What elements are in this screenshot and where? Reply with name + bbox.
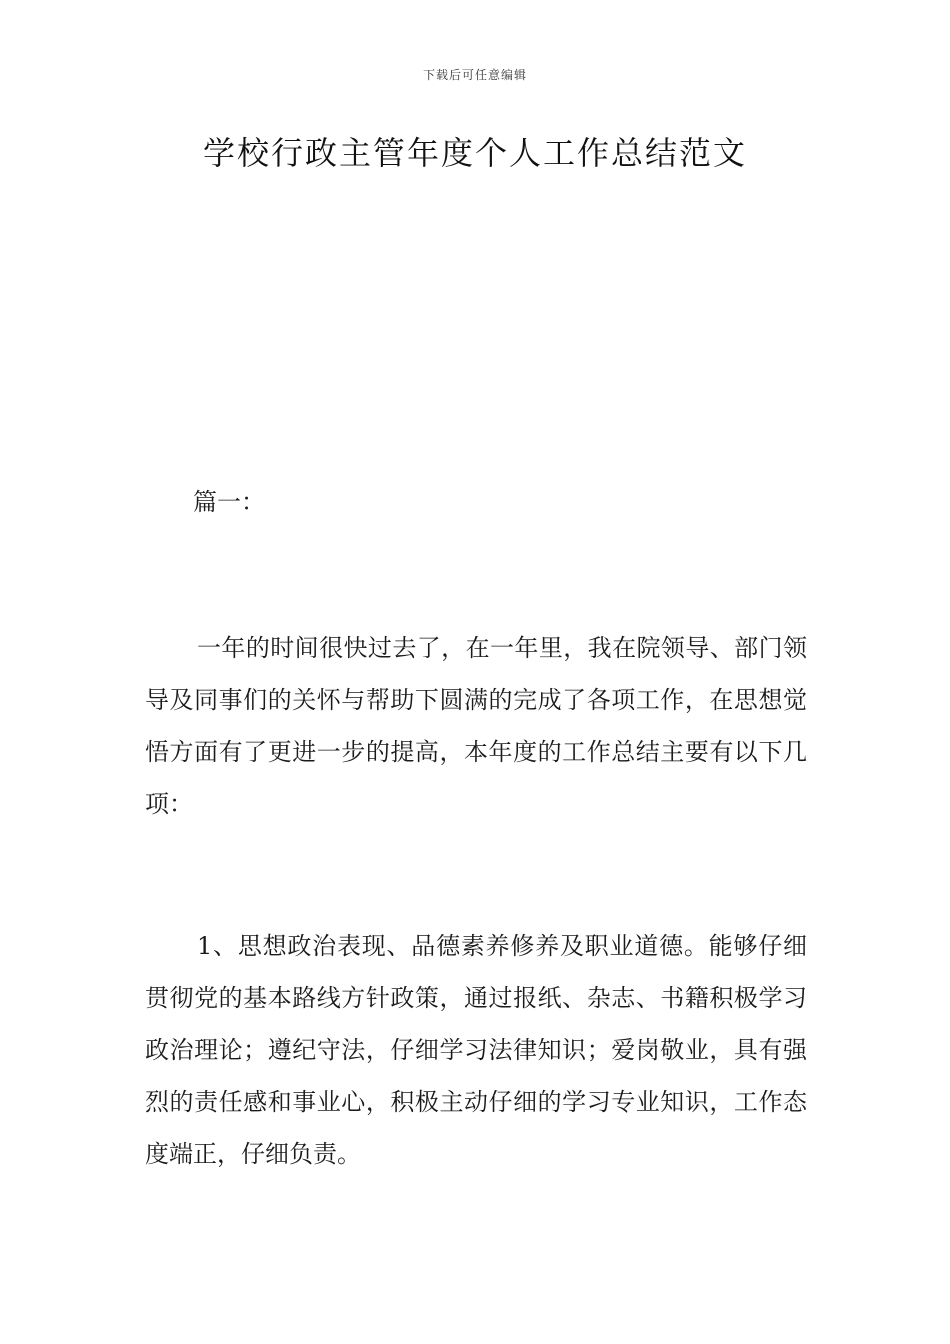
- section-heading: 篇一：: [193, 488, 265, 516]
- body-paragraph: 1、思想政治表现、品德素养修养及职业道德。能够仔细贯彻党的基本路线方针政策，通过报纸、杂志、书籍积极学习政治理论；遵纪守法，仔细学习法律知识；爱岗敬业，具有强烈的责任感和事业心，积极主动仔细的学习专业知识，工作态度端正，仔细负责。: [145, 932, 807, 1168]
- download-note: 下载后可任意编辑: [422, 68, 527, 82]
- document-title: 学校行政主管年度个人工作总结范文: [202, 134, 747, 172]
- body-paragraph: 一年的时间很快过去了，在一年里，我在院领导、部门领导及同事们的关怀与帮助下圆满的完成了各项工作，在思想觉悟方面有了更进一步的提高，本年度的工作总结主要有以下几项：: [145, 634, 807, 818]
